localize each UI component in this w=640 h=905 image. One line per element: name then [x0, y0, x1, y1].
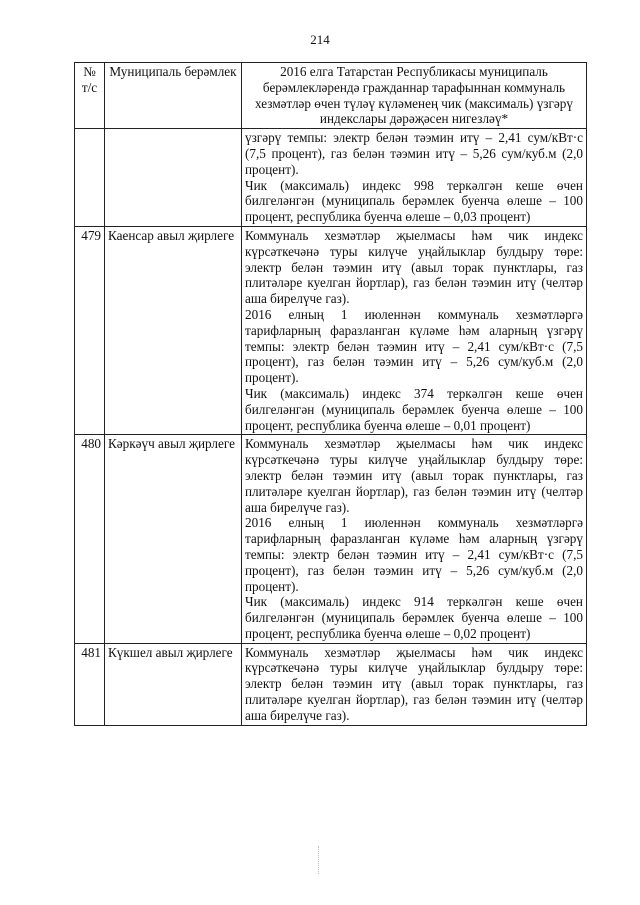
- table-body: [75, 129, 587, 725]
- table-row: [75, 129, 587, 227]
- row-municipality: Каенсар авыл җирлеге: [105, 226, 242, 434]
- description-paragraph: 2016 елның 1 июленнән коммуналь хезмәтләргә тарифларның фаразланган күләме һәм аларның үзгәрү темпы: электр белән тәэмин итү – 2,41 сум/кВт·с (7,5 процент), газ белән тәэмин итү – 5,26 сум/куб.м (2,0 процент).: [245, 515, 583, 594]
- row-number: 481: [75, 643, 105, 725]
- description-paragraph: Чик (максималь) индекс 998 теркәлгән кеше өчен билгеләнгән (муниципаль берәмлек буенча өлеше – 100 процент, республика буенча өлеше – 0,03 процент): [245, 177, 583, 225]
- tariff-table: [74, 62, 587, 726]
- description-paragraph: Коммуналь хезмәтләр җыелмасы һәм чик индекс күрсәткечәнә туры килүче уңайлыклар булдыру төре: электр белән тәэмин итү (авыл торак пунктлары, газ плитәләре куелган йортлар), газ белән тәэмин итү (челтәр аша бирелүче газ).: [245, 227, 583, 307]
- description-paragraph: Коммуналь хезмәтләр җыелмасы һәм чик индекс күрсәткечәнә туры килүче уңайлыклар булдыру төре: электр белән тәэмин итү (авыл торак пунктлары, газ плитәләре куелган йортлар), газ белән тәэмин итү (челтәр аша бирелүче газ).: [245, 436, 583, 515]
- description-paragraph: Коммуналь хезмәтләр җыелмасы һәм чик индекс күрсәткечәнә туры килүче уңайлыклар булдыру төре: электр белән тәэмин итү (авыл торак пунктлары, газ плитәләре куелган йортлар), газ белән тәэмин итү (челтәр аша бирелүче газ).: [245, 644, 583, 723]
- table-row: [75, 226, 587, 434]
- description-paragraph: үзгәрү темпы: электр белән тәэмин итү – 2,41 сум/кВт·с (7,5 процент), газ белән тәэмин итү – 5,26 сум/куб.м (2,0 процент).: [245, 130, 583, 177]
- row-municipality: Кәркәүч авыл җирлеге: [105, 435, 242, 643]
- row-number: 480: [75, 435, 105, 643]
- page-number: 214: [310, 32, 330, 47]
- row-description: [242, 643, 587, 725]
- header-municipality: Муниципаль берәмлек: [105, 63, 242, 129]
- row-description: [242, 226, 587, 434]
- table-row: [75, 643, 587, 725]
- table-header-row: [75, 63, 587, 129]
- header-num: № т/с: [75, 63, 105, 129]
- row-description: [242, 435, 587, 643]
- description-paragraph: 2016 елның 1 июленнән коммуналь хезмәтләргә тарифларның фаразланган күләме һәм аларның үзгәрү темпы: электр белән тәэмин итү – 2,41 сум/кВт·с (7,5 процент), газ белән тәэмин итү – 5,26 сум/куб.м (2,0 процент).: [245, 306, 583, 386]
- row-number: 479: [75, 226, 105, 434]
- description-paragraph: Чик (максималь) индекс 374 теркәлгән кеше өчен билгеләнгән (муниципаль берәмлек буенча өлеше – 100 процент, республика буенча өлеше – 0,01 процент): [245, 385, 583, 433]
- description-paragraph: Чик (максималь) индекс 914 теркәлгән кеше өчен билгеләнгән (муниципаль берәмлек буенча өлеше – 100 процент, республика буенча өлеше – 0,02 процент): [245, 594, 583, 641]
- scan-artifact: [318, 846, 321, 874]
- row-municipality: Күкшел авыл җирлеге: [105, 643, 242, 725]
- row-description: [242, 129, 587, 227]
- table-row: [75, 435, 587, 643]
- header-description: 2016 елга Татарстан Республикасы муниципаль берәмлекләрендә гражданнар тарафыннан коммуналь хезмәтләр өчен түләү күләменең чик (максималь) үзгәрү индекслары дәрәҗәсен нигезләү*: [242, 63, 587, 129]
- row-number: [75, 129, 105, 227]
- row-municipality: [105, 129, 242, 227]
